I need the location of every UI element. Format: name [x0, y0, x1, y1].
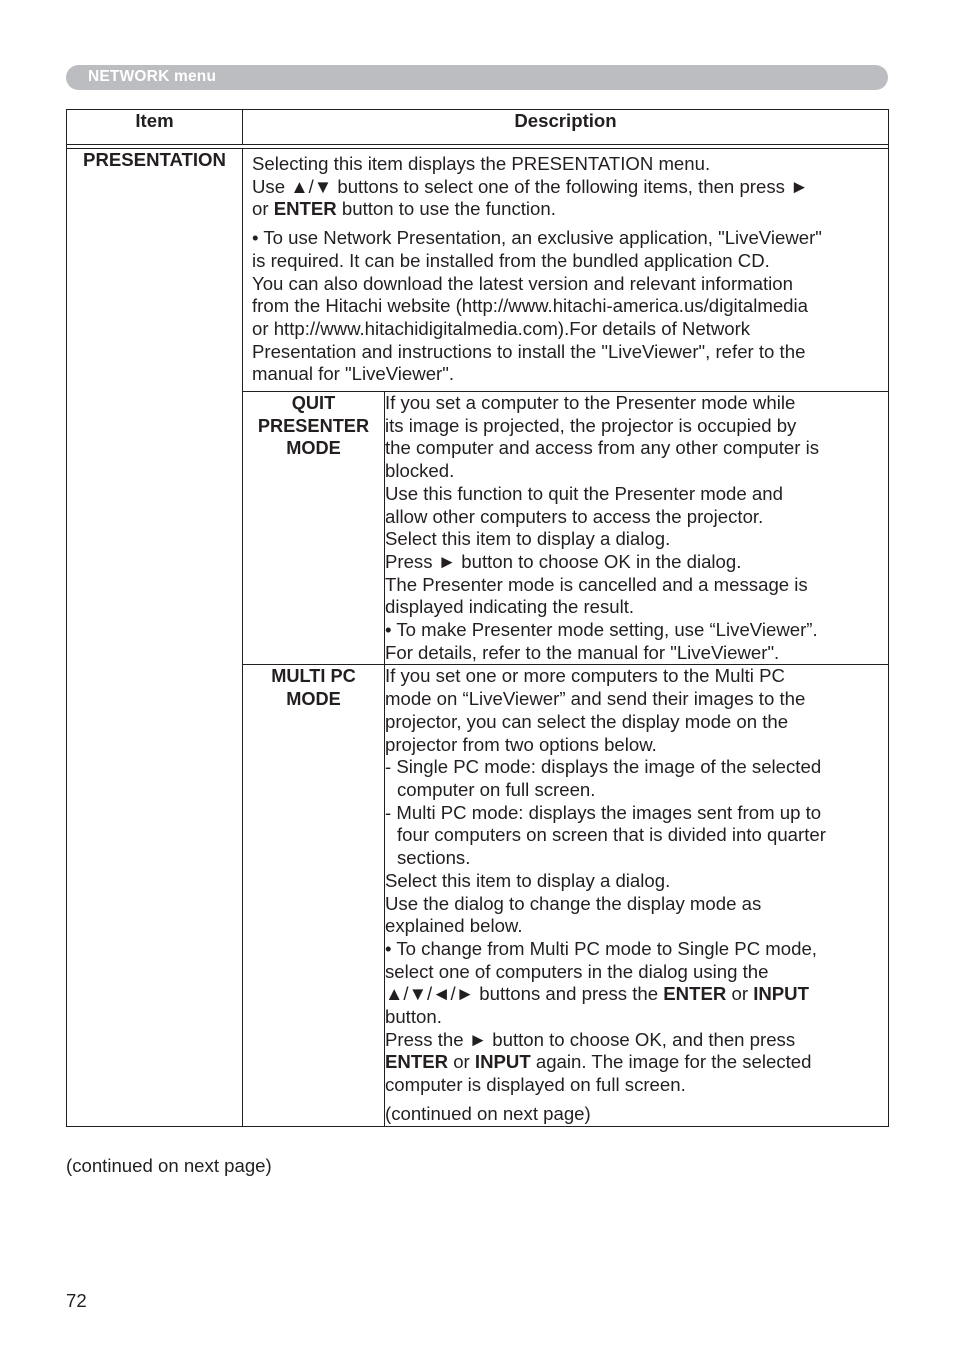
- continued-note: (continued on next page): [66, 1155, 272, 1176]
- intro-line: or http://www.hitachidigitalmedia.com).For details of Network: [252, 317, 751, 339]
- intro-line: Use ▲/▼ buttons to select one of the following items, then press ►: [252, 175, 809, 197]
- desc-line: projector from two options below.: [385, 733, 657, 755]
- desc-line: four computers on screen that is divided into quarter: [397, 824, 826, 846]
- desc-line: [385, 1051, 888, 1074]
- desc-line: - Single PC mode: displays the image of the selected: [385, 756, 822, 778]
- desc-line: its image is projected, the projector is occupied by: [385, 414, 797, 436]
- sub-item-quit-presenter-mode: [243, 392, 385, 665]
- col-header-item: Item: [67, 110, 243, 145]
- sub-item-label: MULTI PC: [271, 666, 356, 687]
- intro-line: • To use Network Presentation, an exclusive application, "LiveViewer": [252, 227, 822, 249]
- continued-note-inner: (continued on next page): [385, 1102, 591, 1124]
- desc-line: displayed indicating the result.: [385, 596, 635, 618]
- desc-line: sections.: [397, 847, 471, 869]
- desc-line: computer is displayed on full screen.: [385, 1074, 686, 1096]
- section-header-bar: [66, 65, 888, 90]
- col-header-description: Description: [243, 110, 889, 145]
- desc-line: - Multi PC mode: displays the images sent from up to: [385, 801, 822, 823]
- desc-line: • To change from Multi PC mode to Single PC mode,: [385, 937, 817, 959]
- desc-line: Press ► button to choose OK in the dialog.: [385, 550, 742, 572]
- desc-line: computer on full screen.: [397, 778, 596, 800]
- input-keyword: INPUT: [753, 983, 809, 1005]
- intro-line: Presentation and instructions to install the "LiveViewer", refer to the: [252, 340, 806, 362]
- desc-line: The Presenter mode is cancelled and a message is: [385, 573, 808, 595]
- desc-line: If you set a computer to the Presenter mode while: [385, 392, 796, 414]
- presentation-intro-row: [67, 149, 889, 392]
- intro-line: Selecting this item displays the PRESENTATION menu.: [252, 153, 711, 174]
- menu-table: [66, 109, 889, 1127]
- quit-presenter-description: [385, 392, 889, 665]
- or-text: or: [448, 1051, 475, 1073]
- sub-item-label: MODE: [286, 689, 341, 710]
- enter-keyword: ENTER: [663, 983, 727, 1005]
- desc-line: explained below.: [385, 915, 523, 937]
- intro-line: from the Hitachi website (http://www.hitachi-america.us/digitalmedia: [252, 295, 808, 317]
- desc-line: Use this function to quit the Presenter mode and: [385, 482, 783, 504]
- intro-line: or ENTER button to use the function.: [252, 198, 556, 220]
- desc-line: If you set one or more computers to the Multi PC: [385, 665, 785, 687]
- sub-item-label: PRESENTER: [257, 415, 370, 436]
- enter-keyword: ENTER: [273, 198, 337, 220]
- multi-pc-description: [385, 665, 889, 1126]
- desc-line: • To make Presenter mode setting, use “LiveViewer”.: [385, 619, 818, 641]
- sub-item-label: MODE: [286, 438, 341, 459]
- desc-line: Use the dialog to change the display mode as: [385, 892, 762, 914]
- desc-line: allow other computers to access the projector.: [385, 505, 764, 527]
- desc-line: For details, refer to the manual for "LiveViewer".: [385, 641, 780, 663]
- desc-line: Select this item to display a dialog.: [385, 869, 671, 891]
- or-text: or: [726, 983, 754, 1005]
- arrows-text: ▲/▼/◄/► buttons and press the: [385, 983, 664, 1005]
- desc-line: mode on “LiveViewer” and send their images to the: [385, 688, 806, 710]
- desc-text: again. The image for the selected: [530, 1051, 812, 1073]
- section-label: NETWORK menu: [88, 68, 217, 85]
- desc-line: select one of computers in the dialog using the: [385, 960, 769, 982]
- sub-item-multi-pc-mode: [243, 665, 385, 1126]
- presentation-intro: [243, 149, 889, 392]
- table-header-row: [67, 110, 889, 145]
- desc-line: Press the ► button to choose OK, and then press: [385, 1028, 796, 1050]
- item-presentation: PRESENTATION: [67, 149, 243, 1127]
- intro-paragraph-2: [252, 227, 882, 386]
- intro-line: You can also download the latest version and relevant information: [252, 272, 793, 294]
- desc-line: [385, 983, 888, 1006]
- sub-item-label: QUIT: [291, 393, 336, 414]
- page-number: 72: [66, 1290, 87, 1311]
- input-keyword: INPUT: [474, 1051, 531, 1073]
- desc-line: the computer and access from any other computer is: [385, 437, 820, 459]
- enter-keyword: ENTER: [385, 1051, 449, 1073]
- intro-line: manual for "LiveViewer".: [252, 363, 454, 385]
- intro-line: is required. It can be installed from the bundled application CD.: [252, 249, 770, 271]
- desc-line: button.: [385, 1006, 442, 1028]
- intro-paragraph-1: [252, 153, 882, 221]
- desc-line: blocked.: [385, 460, 455, 482]
- desc-line: projector, you can select the display mode on the: [385, 710, 789, 732]
- desc-line: Select this item to display a dialog.: [385, 528, 671, 550]
